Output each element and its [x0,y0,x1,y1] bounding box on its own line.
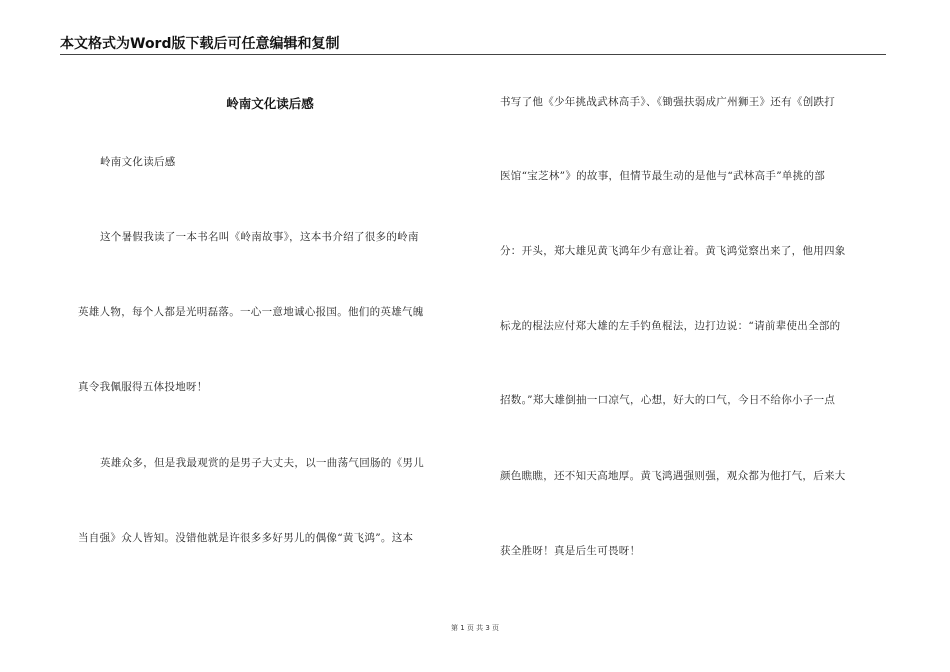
text-line: 当自强》众人皆知。没错他就是许很多多好男儿的偶像“黄飞鸿”。这本 [78,532,414,544]
text-line: 标龙的棍法应付郑大雄的左手钓鱼棍法，边打边说：“请前辈使出全部的 [500,320,841,332]
page-number: 第 1 页 共 3 页 [450,624,500,632]
banner-divider [60,54,886,55]
text-line: 这个暑假我读了一本书名叫《岭南故事》，这本书介绍了很多的岭南 [100,231,419,243]
text-line: 书写了他《少年挑战武林高手》、《锄强扶弱成广州狮王》还有《创跌打 [500,96,836,108]
text-line: 英雄人物，每个人都是光明磊落。一心一意地诚心报国。他们的英雄气魄 [78,306,424,318]
text-line: 岭南文化读后感 [100,156,176,168]
download-banner: 本文格式为Word版下载后可任意编辑和复制 [60,36,340,52]
text-line: 英雄众多，但是我最观赏的是男子大丈夫，以一曲荡气回肠的《男儿 [100,457,424,469]
text-line: 招数。”郑大雄倒抽一口凉气，心想，好大的口气，今日不给你小子一点 [500,394,836,406]
text-line: 获全胜呀！真是后生可畏呀！ [500,545,641,557]
text-line: 医馆“宝芝林”》的故事，但情节最生动的是他与“武林高手”单挑的部 [500,170,826,182]
document-title: 岭南文化读后感 [226,96,314,111]
text-line: 分：开头，郑大雄见黄飞鸿年少有意让着。黄飞鸿觉察出来了，他用四象 [500,245,846,257]
text-line: 颜色瞧瞧，还不知天高地厚。黄飞鸿遇强则强，观众都为他打气，后来大 [500,470,846,482]
text-line: 真令我佩服得五体投地呀！ [78,381,208,393]
